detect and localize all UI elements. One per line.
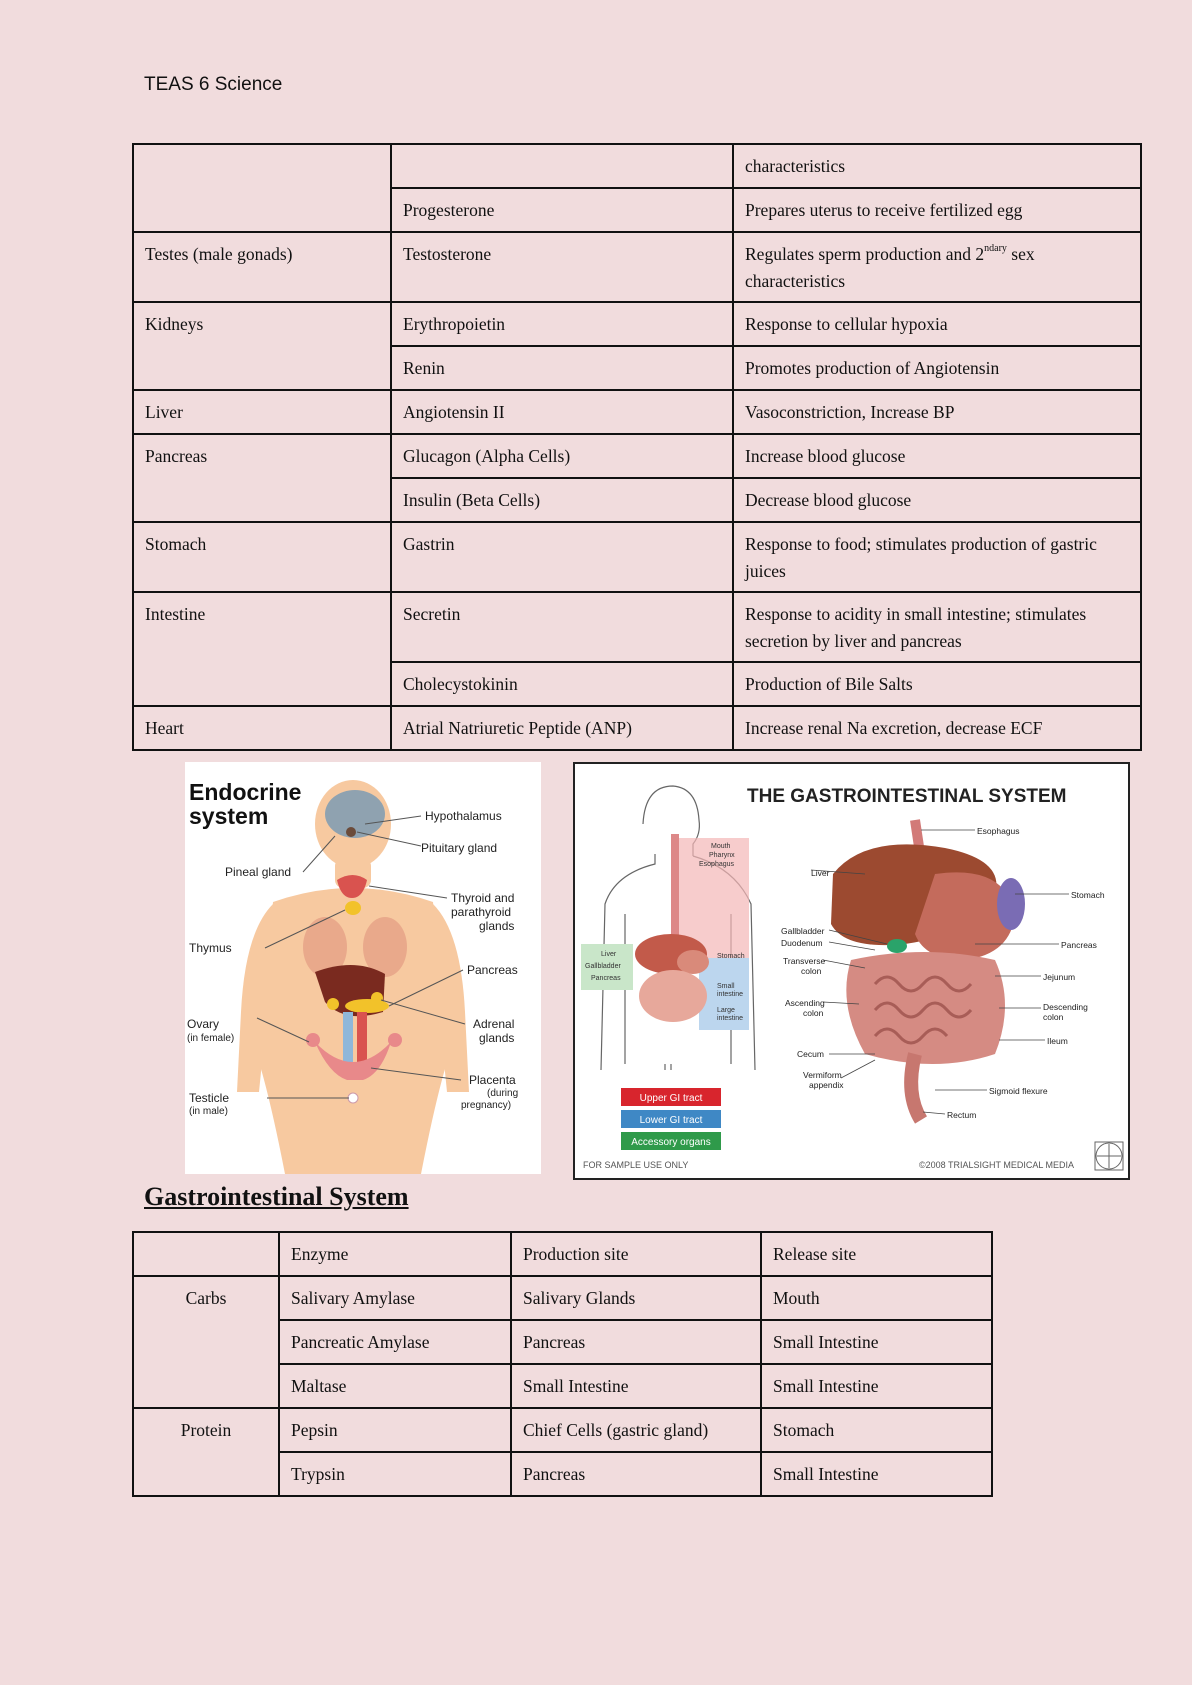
table-row (133, 592, 1141, 662)
label-gallbladder: Gallbladder (781, 926, 825, 936)
table-row (133, 706, 1141, 750)
gi-legend (621, 1088, 721, 1150)
page-header: TEAS 6 Science (144, 74, 283, 95)
function-cell: Response to cellular hypoxia (733, 302, 1141, 346)
label-rectum: Rectum (947, 1110, 977, 1120)
production-cell: Pancreas (511, 1452, 761, 1496)
header-cell: Enzyme (279, 1232, 511, 1276)
legend-label: Lower GI tract (639, 1115, 703, 1126)
adrenal-shape (327, 998, 339, 1010)
hormone-cell: Gastrin (391, 522, 733, 592)
release-cell: Mouth (761, 1276, 992, 1320)
header-cell: Production site (511, 1232, 761, 1276)
endocrine-title: Endocrine (189, 779, 302, 805)
endocrine-system-figure (185, 762, 541, 1174)
table-row (133, 302, 1141, 346)
hormone-cell: Atrial Natriuretic Peptide (ANP) (391, 706, 733, 750)
function-text: sex characteristics (745, 244, 1035, 291)
function-cell: Promotes production of Angiotensin (733, 346, 1141, 390)
function-cell: Increase blood glucose (733, 434, 1141, 478)
group-cell: Carbs (133, 1276, 279, 1408)
label-ovary: (in female) (187, 1033, 235, 1044)
adrenal-shape (371, 992, 383, 1004)
label-small-intestine: Small (717, 983, 735, 990)
production-cell: Chief Cells (gastric gland) (511, 1408, 761, 1452)
label-esophagus: Esophagus (977, 826, 1020, 836)
hormone-cell: Erythropoietin (391, 302, 733, 346)
label-testicle: (in male) (189, 1106, 228, 1117)
endocrine-illustration (185, 762, 541, 1174)
label-descending-colon: colon (1043, 1012, 1064, 1022)
label-sigmoid: Sigmoid flexure (989, 1086, 1048, 1096)
label-ascending-colon: colon (803, 1008, 824, 1018)
gi-illustration (575, 764, 1128, 1178)
label-hypothalamus: Hypothalamus (425, 809, 502, 823)
hormone-cell: Cholecystokinin (391, 662, 733, 706)
legend-label: Accessory organs (631, 1137, 711, 1148)
ovary-shape (388, 1033, 402, 1047)
production-cell: Salivary Glands (511, 1276, 761, 1320)
group-cell: Protein (133, 1408, 279, 1496)
label-pharynx: Pharynx (709, 852, 735, 859)
organ-cell: Testes (male gonads) (133, 232, 391, 302)
label-pancreas: Pancreas (1061, 940, 1097, 950)
label-thymus: Thymus (189, 941, 232, 955)
section-title: Gastrointestinal System (144, 1182, 409, 1211)
pancreas-shape (345, 999, 389, 1013)
pituitary-shape (346, 827, 356, 837)
function-cell: Vasoconstriction, Increase BP (733, 390, 1141, 434)
vitruvian-logo-icon (1095, 1142, 1123, 1170)
function-cell: Decrease blood glucose (733, 478, 1141, 522)
intestine-shape (639, 970, 707, 1022)
label-thyroid: parathyroid (451, 905, 512, 919)
endocrine-title: system (189, 803, 269, 829)
label-pancreas: Pancreas (591, 975, 621, 982)
table-row (133, 434, 1141, 478)
stomach-shape (677, 950, 709, 974)
function-cell: Increase renal Na excretion, decrease ECF (733, 706, 1141, 750)
label-esophagus: Esophagus (699, 861, 735, 868)
label-placenta: pregnancy) (461, 1100, 512, 1111)
label-pineal: Pineal gland (225, 865, 292, 879)
testicle-shape (348, 1093, 358, 1103)
table-row (133, 144, 1141, 188)
label-liver: Liver (601, 951, 617, 958)
label-vermiform-appendix: appendix (809, 1080, 844, 1090)
table-row (133, 232, 1141, 302)
hormone-cell: Progesterone (391, 188, 733, 232)
label-thyroid: Thyroid and (451, 891, 515, 905)
label-small-intestine: intestine (717, 991, 744, 998)
function-text: Regulates sperm production and 2 (745, 244, 985, 264)
enzyme-cell: Maltase (279, 1364, 511, 1408)
label-duodenum: Duodenum (781, 938, 823, 948)
organ-cell (133, 144, 391, 232)
hormone-cell: Glucagon (Alpha Cells) (391, 434, 733, 478)
label-gallbladder: Gallbladder (585, 963, 621, 970)
label-placenta: (during (487, 1088, 519, 1099)
legend-label: Upper GI tract (639, 1093, 703, 1104)
release-cell: Small Intestine (761, 1452, 992, 1496)
superscript: ndary (984, 243, 1007, 255)
label-ascending-colon: Ascending (785, 998, 825, 1008)
hormone-cell (391, 144, 733, 188)
table-row (133, 1276, 992, 1320)
label-adrenal: Adrenal (473, 1017, 515, 1031)
table-row (133, 390, 1141, 434)
thymus-shape (345, 901, 361, 915)
hormone-cell: Renin (391, 346, 733, 390)
gi-footer-right: ©2008 TRIALSIGHT MEDICAL MEDIA (919, 1160, 1075, 1170)
function-cell: Response to food; stimulates production of gastric juices (733, 522, 1141, 592)
label-pituitary: Pituitary gland (421, 841, 498, 855)
organ-cell: Kidneys (133, 302, 391, 390)
gi-footer-left: FOR SAMPLE USE ONLY (583, 1160, 689, 1170)
function-cell: Response to acidity in small intestine; stimulates secretion by liver and pancreas (733, 592, 1141, 662)
release-cell: Small Intestine (761, 1320, 992, 1364)
function-cell: characteristics (733, 144, 1141, 188)
hormone-cell: Testosterone (391, 232, 733, 302)
table-header-row (133, 1232, 992, 1276)
function-cell: Prepares uterus to receive fertilized egg (733, 188, 1141, 232)
label-large-intestine: intestine (717, 1015, 744, 1022)
production-cell: Pancreas (511, 1320, 761, 1364)
label-placenta: Placenta (469, 1073, 516, 1087)
label-stomach: Stomach (1071, 890, 1105, 900)
label-jejunum: Jejunum (1043, 972, 1076, 982)
enzyme-cell: Salivary Amylase (279, 1276, 511, 1320)
header-cell: Release site (761, 1232, 992, 1276)
spleen-shape (997, 878, 1025, 930)
organ-cell: Liver (133, 390, 391, 434)
label-cecum: Cecum (797, 1049, 824, 1059)
enzyme-cell: Pancreatic Amylase (279, 1320, 511, 1364)
enzymes-table (132, 1231, 993, 1497)
label-liver: Liver (811, 868, 830, 878)
label-transverse-colon: colon (801, 966, 822, 976)
table-row (133, 522, 1141, 592)
label-ovary: Ovary (187, 1017, 220, 1031)
label-transverse-colon: Transverse (783, 956, 826, 966)
label-descending-colon: Descending (1043, 1002, 1088, 1012)
organ-cell: Pancreas (133, 434, 391, 522)
label-stomach: Stomach (717, 953, 745, 960)
hormone-cell: Angiotensin II (391, 390, 733, 434)
gi-figure-title: THE GASTROINTESTINAL SYSTEM (747, 786, 1067, 807)
label-adrenal: glands (479, 1031, 515, 1045)
gallbladder-shape (887, 939, 907, 953)
organ-cell: Heart (133, 706, 391, 750)
organ-cell: Stomach (133, 522, 391, 592)
table-row (133, 1408, 992, 1452)
label-pancreas: Pancreas (467, 963, 518, 977)
function-cell (733, 232, 1141, 302)
production-cell: Small Intestine (511, 1364, 761, 1408)
hormones-table (132, 143, 1142, 751)
release-cell: Stomach (761, 1408, 992, 1452)
enzyme-cell: Trypsin (279, 1452, 511, 1496)
label-large-intestine: Large (717, 1007, 735, 1014)
header-cell (133, 1232, 279, 1276)
hormone-cell: Insulin (Beta Cells) (391, 478, 733, 522)
label-ileum: Ileum (1047, 1036, 1068, 1046)
release-cell: Small Intestine (761, 1364, 992, 1408)
rectum-shape (911, 1054, 921, 1120)
hormone-cell: Secretin (391, 592, 733, 662)
label-thyroid: glands (479, 919, 515, 933)
ovary-shape (306, 1033, 320, 1047)
gastrointestinal-system-figure (573, 762, 1130, 1180)
function-cell: Production of Bile Salts (733, 662, 1141, 706)
label-testicle: Testicle (189, 1091, 230, 1105)
label-vermiform-appendix: Vermiform (803, 1070, 842, 1080)
enzyme-cell: Pepsin (279, 1408, 511, 1452)
organ-cell: Intestine (133, 592, 391, 706)
label-mouth: Mouth (711, 843, 731, 850)
